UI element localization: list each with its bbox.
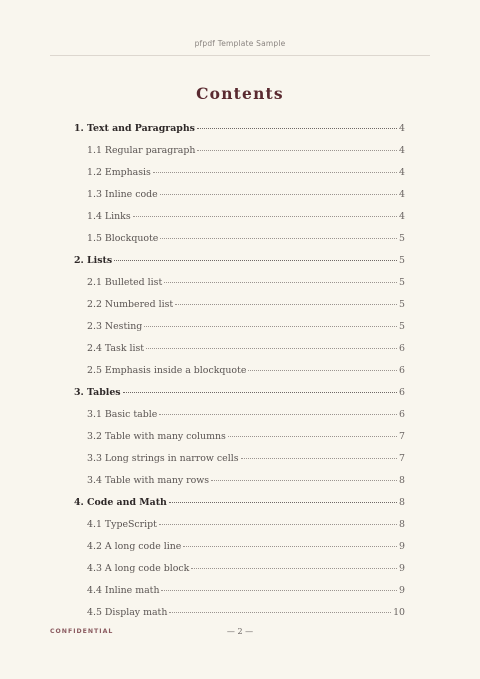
- page-number: — 2 —: [226, 627, 254, 636]
- toc-subsection-entry[interactable]: [74, 184, 405, 206]
- toc-subsection-entry[interactable]: [74, 426, 405, 448]
- toc-dot-leader: [211, 480, 397, 481]
- toc-entry-page: 10: [393, 607, 405, 618]
- toc-entry-page: 5: [399, 299, 405, 310]
- toc-entry-label: 3. Tables: [74, 387, 121, 398]
- toc-dot-leader: [197, 150, 397, 151]
- toc-entry-label: 3.2 Table with many columns: [87, 431, 226, 442]
- toc-entry-label: 1.4 Links: [87, 211, 131, 222]
- toc-dot-leader: [123, 392, 397, 393]
- confidential-label: CONFIDENTIAL: [50, 628, 114, 635]
- toc-entry-page: 6: [399, 343, 405, 354]
- toc-entry-label: 4.3 A long code block: [87, 563, 190, 574]
- toc-dot-leader: [144, 326, 397, 327]
- toc-entry-page: 4: [399, 189, 405, 200]
- toc-subsection-entry[interactable]: [74, 536, 405, 558]
- toc-entry-page: 9: [399, 563, 405, 574]
- toc-entry-page: 8: [399, 497, 405, 508]
- toc-entry-label: 2.2 Numbered list: [87, 299, 174, 310]
- running-header: pfpdf Template Sample: [194, 39, 286, 48]
- toc-entry-label: 2.3 Nesting: [87, 321, 143, 332]
- toc-dot-leader: [169, 612, 391, 613]
- toc-entry-page: 7: [399, 431, 405, 442]
- toc-dot-leader: [153, 172, 397, 173]
- toc-entry-page: 5: [399, 277, 405, 288]
- toc-entry-page: 4: [399, 167, 405, 178]
- toc-entry-label: 1.3 Inline code: [87, 189, 158, 200]
- page-title: Contents: [196, 84, 284, 103]
- toc-subsection-entry[interactable]: [74, 360, 405, 382]
- toc-section-entry[interactable]: [74, 492, 405, 514]
- toc-entry-label: 3.3 Long strings in narrow cells: [87, 453, 239, 464]
- toc-entry-label: 3.4 Table with many rows: [87, 475, 210, 486]
- toc-entry-page: 7: [399, 453, 405, 464]
- toc-entry-page: 8: [399, 519, 405, 530]
- toc-subsection-entry[interactable]: [74, 470, 405, 492]
- toc-subsection-entry[interactable]: [74, 316, 405, 338]
- toc-subsection-entry[interactable]: [74, 294, 405, 316]
- toc-entry-label: 1.2 Emphasis: [87, 167, 151, 178]
- toc-subsection-entry[interactable]: [74, 206, 405, 228]
- toc-subsection-entry[interactable]: [74, 602, 405, 624]
- toc-dot-leader: [159, 414, 397, 415]
- toc-entry-label: 1. Text and Paragraphs: [74, 123, 195, 134]
- toc-entry-label: 1.1 Regular paragraph: [87, 145, 196, 156]
- toc-entry-page: 6: [399, 387, 405, 398]
- toc-entry-label: 4.5 Display math: [87, 607, 168, 618]
- toc-subsection-entry[interactable]: [74, 514, 405, 536]
- toc-subsection-entry[interactable]: [74, 162, 405, 184]
- toc-entry-label: 4. Code and Math: [74, 497, 167, 508]
- toc-entry-page: 4: [399, 145, 405, 156]
- toc-entry-label: 2.1 Bulleted list: [87, 277, 163, 288]
- toc-dot-leader: [183, 546, 397, 547]
- table-of-contents: [74, 118, 405, 624]
- toc-dot-leader: [191, 568, 397, 569]
- toc-entry-page: 5: [399, 321, 405, 332]
- toc-entry-label: 4.1 TypeScript: [87, 519, 157, 530]
- toc-entry-page: 6: [399, 365, 405, 376]
- toc-entry-label: 1.5 Blockquote: [87, 233, 159, 244]
- toc-subsection-entry[interactable]: [74, 228, 405, 250]
- toc-entry-page: 4: [399, 211, 405, 222]
- toc-dot-leader: [146, 348, 397, 349]
- toc-subsection-entry[interactable]: [74, 404, 405, 426]
- toc-dot-leader: [169, 502, 397, 503]
- toc-entry-page: 9: [399, 541, 405, 552]
- toc-entry-label: 2.4 Task list: [87, 343, 145, 354]
- toc-entry-page: 5: [399, 233, 405, 244]
- toc-entry-page: 6: [399, 409, 405, 420]
- toc-entry-label: 3.1 Basic table: [87, 409, 158, 420]
- toc-section-entry[interactable]: [74, 118, 405, 140]
- toc-entry-page: 8: [399, 475, 405, 486]
- toc-dot-leader: [133, 216, 397, 217]
- toc-dot-leader: [248, 370, 397, 371]
- toc-entry-page: 9: [399, 585, 405, 596]
- toc-entry-label: 2.5 Emphasis inside a blockquote: [87, 365, 247, 376]
- toc-dot-leader: [197, 128, 397, 129]
- toc-entry-label: 4.2 A long code line: [87, 541, 182, 552]
- toc-entry-page: 4: [399, 123, 405, 134]
- toc-dot-leader: [228, 436, 397, 437]
- toc-dot-leader: [114, 260, 397, 261]
- toc-entry-label: 2. Lists: [74, 255, 113, 266]
- toc-subsection-entry[interactable]: [74, 448, 405, 470]
- toc-dot-leader: [175, 304, 397, 305]
- toc-section-entry[interactable]: [74, 250, 405, 272]
- toc-subsection-entry[interactable]: [74, 580, 405, 602]
- toc-dot-leader: [160, 238, 397, 239]
- toc-dot-leader: [241, 458, 398, 459]
- toc-subsection-entry[interactable]: [74, 338, 405, 360]
- toc-section-entry[interactable]: [74, 382, 405, 404]
- toc-subsection-entry[interactable]: [74, 558, 405, 580]
- toc-subsection-entry[interactable]: [74, 140, 405, 162]
- header-divider: [50, 55, 430, 56]
- toc-subsection-entry[interactable]: [74, 272, 405, 294]
- toc-dot-leader: [160, 194, 397, 195]
- toc-dot-leader: [164, 282, 397, 283]
- toc-dot-leader: [159, 524, 397, 525]
- toc-entry-page: 5: [399, 255, 405, 266]
- toc-dot-leader: [161, 590, 397, 591]
- toc-entry-label: 4.4 Inline math: [87, 585, 160, 596]
